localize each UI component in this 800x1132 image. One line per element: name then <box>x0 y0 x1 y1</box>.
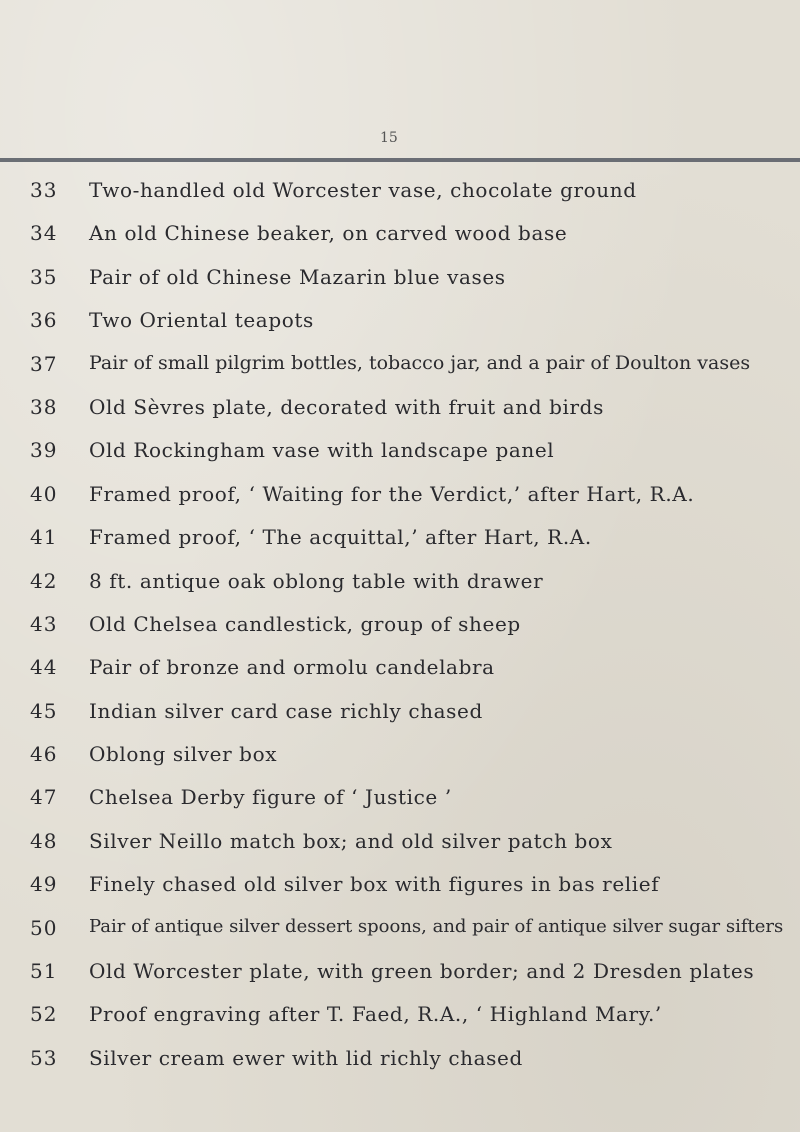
lot-description: Old Worcester plate, with green border; and 2 Dresden plates <box>89 959 755 984</box>
lot-number: 43 <box>30 611 58 636</box>
lot-number: 34 <box>30 221 58 246</box>
lot-row <box>0 604 800 647</box>
lot-number: 40 <box>30 481 58 506</box>
lot-row <box>0 170 800 213</box>
lot-number: 36 <box>30 308 58 333</box>
lot-list <box>0 170 800 1081</box>
lot-number: 45 <box>30 698 58 723</box>
lot-row <box>0 430 800 473</box>
lot-number: 52 <box>30 1002 58 1027</box>
lot-description: Old Chelsea candlestick, group of sheep <box>89 611 521 636</box>
lot-number: 38 <box>30 394 58 419</box>
lot-description: Finely chased old silver box with figures in bas relief <box>89 872 660 897</box>
lot-number: 53 <box>30 1045 58 1070</box>
lot-description: An old Chinese beaker, on carved wood base <box>89 221 568 246</box>
lot-description: Pair of small pilgrim bottles, tobacco jar, and a pair of Doulton vases <box>89 351 751 374</box>
lot-row <box>0 908 800 951</box>
lot-description: Chelsea Derby figure of ‘ Justice ’ <box>89 785 452 810</box>
lot-number: 37 <box>30 351 58 376</box>
lot-description: Indian silver card case richly chased <box>89 698 483 723</box>
lot-number: 50 <box>30 915 58 940</box>
lot-description: Framed proof, ‘ The acquittal,’ after Hart, R.A. <box>89 525 592 550</box>
lot-row <box>0 1038 800 1081</box>
lot-number: 47 <box>30 785 58 810</box>
lot-row <box>0 951 800 994</box>
lot-row <box>0 821 800 864</box>
lot-description: Old Sèvres plate, decorated with fruit and birds <box>89 394 604 419</box>
lot-row <box>0 213 800 256</box>
lot-row <box>0 474 800 517</box>
lot-row <box>0 257 800 300</box>
page-number: 15 <box>380 130 398 146</box>
header-rule <box>0 158 800 162</box>
lot-number: 42 <box>30 568 58 593</box>
lot-description: Framed proof, ‘ Waiting for the Verdict,’ after Hart, R.A. <box>89 481 695 506</box>
lot-row <box>0 777 800 820</box>
lot-description: 8 ft. antique oak oblong table with drawer <box>89 568 544 593</box>
lot-description: Oblong silver box <box>89 742 278 767</box>
lot-number: 48 <box>30 828 58 853</box>
lot-description: Old Rockingham vase with landscape panel <box>89 438 555 463</box>
lot-number: 46 <box>30 742 58 767</box>
lot-row <box>0 647 800 690</box>
lot-row <box>0 734 800 777</box>
lot-row <box>0 691 800 734</box>
lot-number: 39 <box>30 438 58 463</box>
lot-description: Pair of bronze and ormolu candelabra <box>89 655 495 680</box>
lot-description: Two-handled old Worcester vase, chocolate ground <box>89 178 637 202</box>
lot-number: 35 <box>30 264 58 289</box>
lot-row <box>0 864 800 907</box>
lot-description: Proof engraving after T. Faed, R.A., ‘ Highland Mary.’ <box>89 1002 662 1027</box>
lot-row <box>0 387 800 430</box>
lot-description: Pair of old Chinese Mazarin blue vases <box>89 264 506 289</box>
lot-number: 41 <box>30 525 58 550</box>
lot-description: Silver Neillo match box; and old silver patch box <box>89 828 613 853</box>
lot-row <box>0 344 800 387</box>
lot-row <box>0 300 800 343</box>
lot-row <box>0 994 800 1037</box>
lot-row <box>0 517 800 560</box>
lot-number: 49 <box>30 872 58 897</box>
lot-number: 51 <box>30 959 58 984</box>
lot-number: 33 <box>30 178 58 202</box>
lot-description: Pair of antique silver dessert spoons, and pair of antique silver sugar sifters <box>89 915 784 937</box>
lot-number: 44 <box>30 655 58 680</box>
lot-row <box>0 561 800 604</box>
lot-description: Silver cream ewer with lid richly chased <box>89 1045 523 1070</box>
lot-description: Two Oriental teapots <box>89 308 314 333</box>
